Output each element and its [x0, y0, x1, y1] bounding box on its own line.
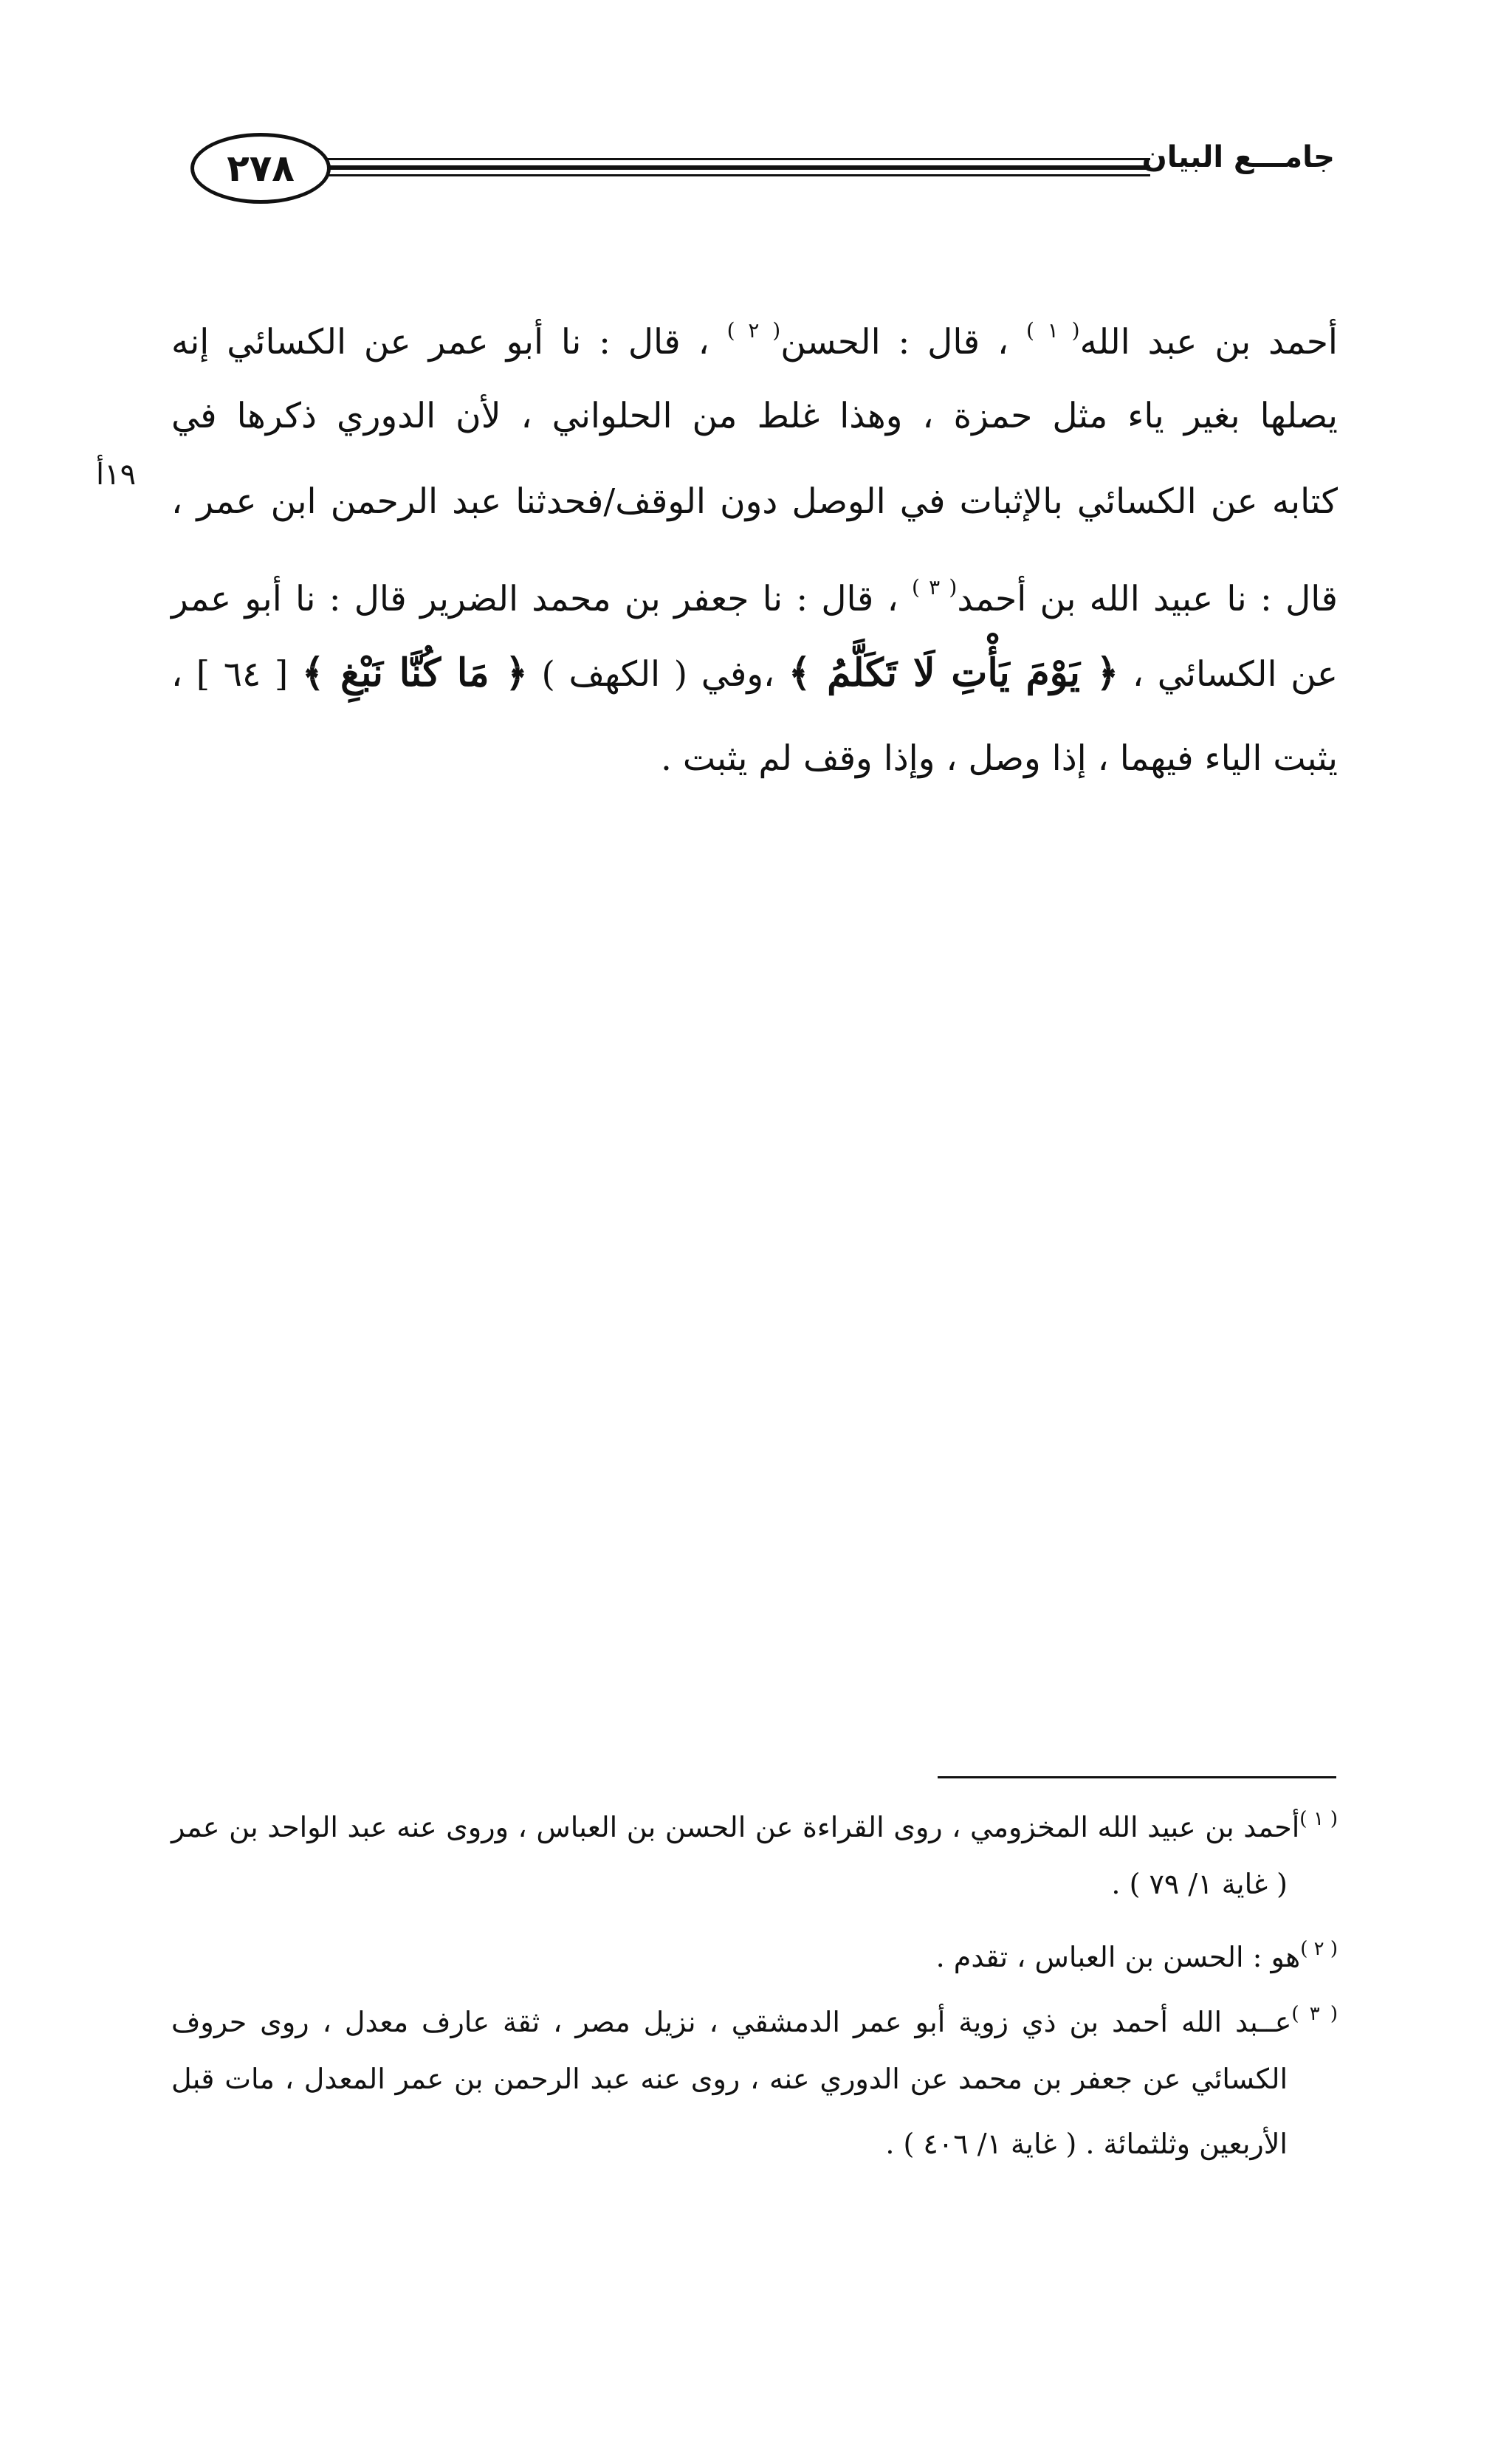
footnote-2	[171, 1916, 1338, 1981]
running-title: جامـــع البيان	[1141, 140, 1335, 174]
text-line: يثبت الياء فيهما ، إذا وصل ، وإذا وقف لم يثبت .	[660, 738, 1338, 779]
footnotes	[171, 1787, 1338, 2176]
text-line	[171, 545, 1338, 630]
footnote-1-continued: ( غاية ١/ ٧٩ ) .	[1111, 1868, 1288, 1900]
page-number	[190, 133, 331, 204]
margin-folio-note: ١٩أ	[96, 458, 137, 492]
footnote-separator	[938, 1776, 1336, 1778]
quran-quote: ﴿ مَا كُنَّا نَبْغِ ﴾	[301, 650, 528, 695]
text-segment: عن الكسائي ،	[1118, 654, 1339, 695]
footnote-marker: ( ٣ )	[1291, 2003, 1338, 2025]
main-text	[171, 288, 1338, 802]
footnote-3-continued: الأربعين وثلثمائة . ( غاية ١/ ٤٠٦ ) .	[885, 2128, 1288, 2160]
text-segment: ، قال : نا أبو عمر عن الكسائي إنه	[171, 322, 727, 362]
footnote-marker: ( ٢ )	[1300, 1938, 1338, 1960]
text-segment: [ ٦٤ ] ،	[171, 654, 302, 695]
footnote-marker: ( ١ )	[1299, 1808, 1338, 1830]
footnote-3	[171, 1981, 1338, 2046]
footnote-ref[interactable]: ( ١ )	[1026, 318, 1080, 343]
header-rule	[316, 165, 1150, 170]
footnote-text: هو : الحسن بن العباس ، تقدم .	[935, 1941, 1301, 1973]
header-rule	[316, 174, 1150, 176]
text-line	[171, 630, 1338, 716]
footnote-ref[interactable]: ( ٣ )	[912, 575, 958, 599]
header-rule	[316, 158, 1150, 160]
footnote-ref[interactable]: ( ٢ )	[726, 318, 781, 343]
footnote-text: أحمد بن عبيد الله المخزومي ، روى القراءة عن الحسن بن العباس ، وروى عنه عبد الواحد بن عمر	[171, 1811, 1300, 1843]
footnote-text: عــبد الله أحمد بن ذي زوية أبو عمر الدمشقي ، نزيل مصر ، ثقة عارف معدل ، روى حروف	[171, 2006, 1292, 2038]
text-line: كتابه عن الكسائي بالإثبات في الوصل دون الوقف/فحدثنا عبد الرحمن ابن عمر ،	[171, 481, 1338, 522]
text-segment: ،وفي ( الكهف )	[527, 654, 788, 695]
quran-quote: ﴿ يَوْمَ يَأْتِ لَا تَكَلَّمُ ﴾	[788, 650, 1119, 695]
text-segment: أحمد بن عبد الله	[1079, 322, 1338, 362]
footnote-1	[171, 1787, 1338, 1852]
text-line	[171, 288, 1338, 374]
page-number-text: ٢٧٨	[227, 147, 295, 190]
text-segment: ، قال : الحسن	[780, 322, 1027, 362]
footnote-3-continued: الكسائي عن جعفر بن محمد عن الدوري عنه ، روى عنه عبد الرحمن بن عمر المعدل ، مات قبل	[171, 2063, 1288, 2095]
text-segment: قال : نا عبيد الله بن أحمد	[957, 579, 1339, 619]
page-header	[168, 126, 1335, 214]
text-segment: ، قال : نا جعفر بن محمد الضرير قال : نا أبو عمر	[171, 579, 913, 619]
text-line: يصلها بغير ياء مثل حمزة ، وهذا غلط من الحلواني ، لأن الدوري ذكرها في	[171, 396, 1338, 436]
